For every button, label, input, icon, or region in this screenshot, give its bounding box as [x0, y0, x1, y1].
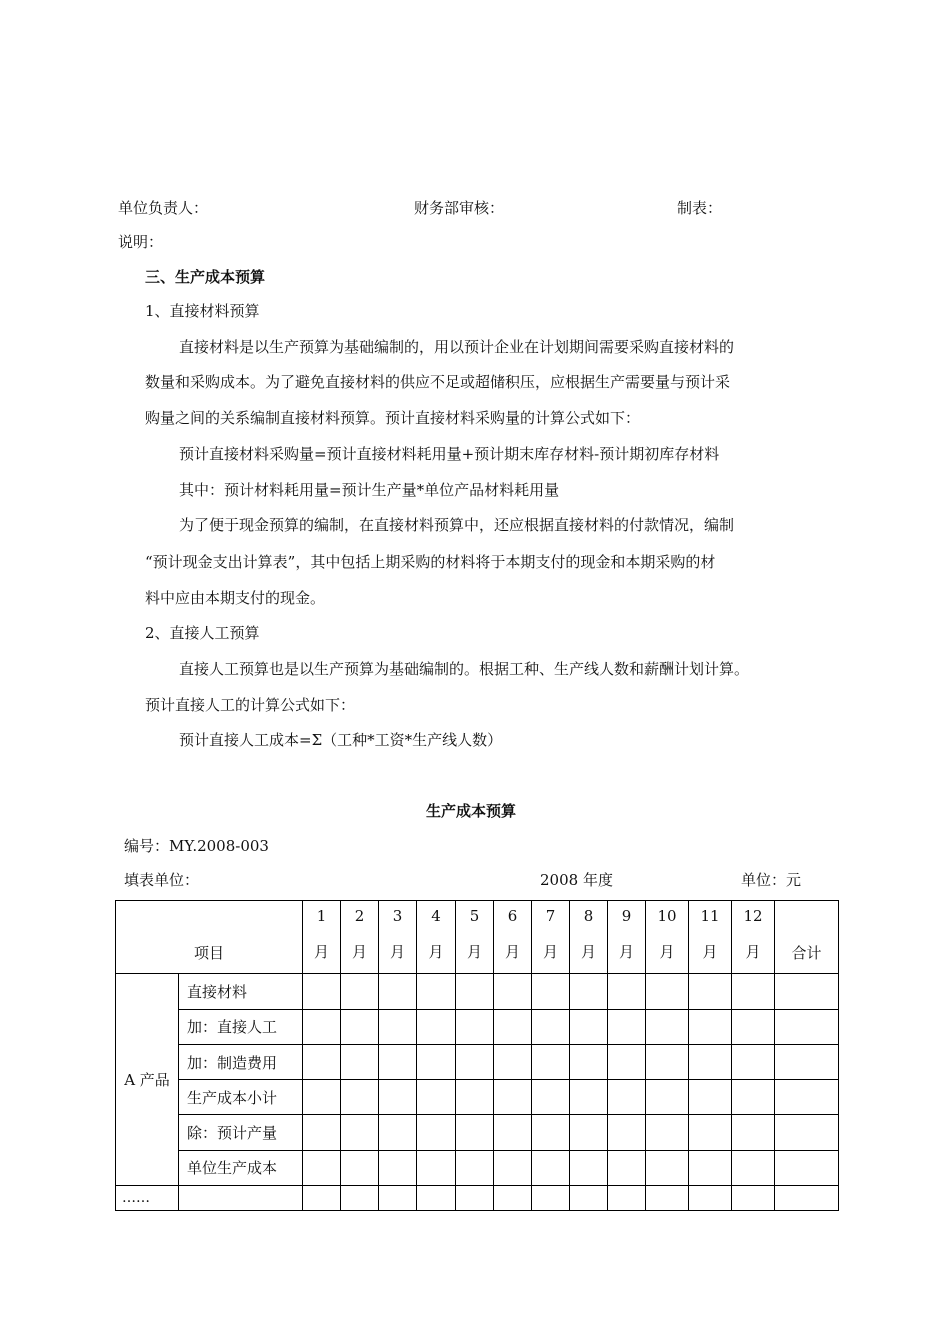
month-number: 1 — [316, 907, 327, 925]
table-cell — [732, 1185, 775, 1210]
table-cell — [456, 1044, 494, 1079]
ellipsis-cell: …… — [116, 1185, 179, 1210]
table-cell — [494, 974, 532, 1009]
month-header — [456, 901, 494, 974]
table-cell — [341, 1080, 379, 1115]
year-label: 2008 年度 — [540, 871, 613, 889]
table-cell — [379, 1185, 417, 1210]
month-number: 10 — [657, 907, 677, 925]
table-cell — [417, 974, 456, 1009]
table-row — [116, 1044, 839, 1079]
table-cell — [379, 1009, 417, 1044]
month-header — [732, 901, 775, 974]
table-cell — [570, 1185, 608, 1210]
month-suffix: 月 — [314, 943, 330, 961]
production-cost-budget-table — [115, 900, 839, 1211]
table-cell — [341, 1115, 379, 1150]
month-header — [379, 901, 417, 974]
table-cell — [532, 1080, 570, 1115]
table-cell — [646, 1115, 689, 1150]
month-suffix: 月 — [581, 943, 597, 961]
table-cell — [417, 1150, 456, 1185]
table-cell — [775, 974, 839, 1009]
finance-review-label: 财务部审核： — [414, 199, 505, 217]
table-cell — [775, 1185, 839, 1210]
table-cell — [341, 1150, 379, 1185]
table-cell — [608, 1185, 646, 1210]
table-cell — [775, 1150, 839, 1185]
table-cell — [689, 974, 732, 1009]
month-number: 12 — [743, 907, 763, 925]
table-cell — [689, 1044, 732, 1079]
table-row — [116, 1150, 839, 1185]
table-cell — [689, 1080, 732, 1115]
table-cell — [608, 974, 646, 1009]
note-label: 说明： — [118, 233, 164, 251]
table-cell — [303, 974, 341, 1009]
month-suffix: 月 — [619, 943, 635, 961]
table-row-ellipsis — [116, 1185, 839, 1210]
table-cell — [379, 1150, 417, 1185]
product-group-label: A 产品 — [116, 974, 179, 1185]
month-number: 3 — [392, 907, 403, 925]
table-row — [116, 1009, 839, 1044]
table-cell — [775, 1080, 839, 1115]
formula-line: 其中：预计材料耗用量=预计生产量*单位产品材料耗用量 — [179, 481, 560, 499]
table-cell — [341, 1185, 379, 1210]
table-cell — [532, 1044, 570, 1079]
table-title: 生产成本预算 — [426, 802, 517, 820]
table-row — [116, 974, 839, 1009]
row-label: 单位生产成本 — [179, 1150, 303, 1185]
row-label: 直接材料 — [179, 974, 303, 1009]
month-header — [532, 901, 570, 974]
fill-unit-label: 填表单位： — [124, 871, 200, 889]
row-label: 生产成本小计 — [179, 1080, 303, 1115]
table-cell — [646, 974, 689, 1009]
table-cell — [494, 1080, 532, 1115]
table-cell — [608, 1150, 646, 1185]
table-cell — [379, 1115, 417, 1150]
table-cell — [303, 1044, 341, 1079]
table-cell — [341, 974, 379, 1009]
table-cell — [341, 1044, 379, 1079]
month-number: 2 — [354, 907, 365, 925]
month-suffix: 月 — [702, 943, 718, 961]
table-cell — [732, 1009, 775, 1044]
table-cell — [732, 1044, 775, 1079]
table-row — [116, 1080, 839, 1115]
table-cell — [646, 1044, 689, 1079]
table-cell — [456, 1150, 494, 1185]
month-suffix: 月 — [745, 943, 761, 961]
table-cell — [379, 974, 417, 1009]
table-cell — [732, 1150, 775, 1185]
paragraph-line: “预计现金支出计算表”，其中包括上期采购的材料将于本期支付的现金和本期采购的材 — [145, 553, 716, 571]
table-cell — [532, 1009, 570, 1044]
table-cell — [608, 1044, 646, 1079]
paragraph-line: 直接材料是以生产预算为基础编制的，用以预计企业在计划期间需要采购直接材料的 — [179, 338, 735, 356]
month-header — [494, 901, 532, 974]
month-suffix: 月 — [505, 943, 521, 961]
table-cell — [494, 1044, 532, 1079]
table-cell — [494, 1115, 532, 1150]
row-label: 除：预计产量 — [179, 1115, 303, 1150]
month-suffix: 月 — [390, 943, 406, 961]
paragraph-line: 购量之间的关系编制直接材料预算。预计直接材料采购量的计算公式如下： — [145, 409, 641, 427]
item-header: 项目 — [116, 901, 303, 974]
table-cell — [532, 1150, 570, 1185]
table-cell — [689, 1115, 732, 1150]
formula-line: 预计直接人工成本=Σ（工种*工资*生产线人数） — [179, 731, 503, 749]
section-title: 三、生产成本预算 — [145, 268, 266, 286]
table-cell — [689, 1150, 732, 1185]
month-header — [341, 901, 379, 974]
doc-number: 编号：MY.2008-003 — [124, 837, 269, 855]
table-cell — [303, 1080, 341, 1115]
table-cell — [532, 1115, 570, 1150]
subsection-heading-1: 1、直接材料预算 — [145, 302, 260, 320]
table-cell — [570, 1044, 608, 1079]
table-cell — [608, 1080, 646, 1115]
table-cell — [417, 1185, 456, 1210]
month-suffix: 月 — [428, 943, 444, 961]
preparer-label: 制表： — [677, 199, 723, 217]
month-number: 9 — [621, 907, 632, 925]
table-cell — [532, 1185, 570, 1210]
table-cell — [646, 1080, 689, 1115]
subsection-heading-2: 2、直接人工预算 — [145, 624, 260, 642]
row-label: 加：直接人工 — [179, 1009, 303, 1044]
month-suffix: 月 — [467, 943, 483, 961]
table-cell — [303, 1009, 341, 1044]
table-cell — [456, 1115, 494, 1150]
month-number: 7 — [545, 907, 556, 925]
table-cell — [456, 1009, 494, 1044]
month-header — [303, 901, 341, 974]
month-header — [570, 901, 608, 974]
table-cell — [775, 1115, 839, 1150]
table-cell — [532, 974, 570, 1009]
table-cell — [689, 1185, 732, 1210]
paragraph-line: 料中应由本期支付的现金。 — [145, 589, 326, 607]
table-header-row — [116, 901, 839, 974]
month-header — [417, 901, 456, 974]
table-cell — [494, 1185, 532, 1210]
table-cell — [456, 1185, 494, 1210]
table-cell — [379, 1080, 417, 1115]
table-cell — [689, 1009, 732, 1044]
table-cell — [646, 1185, 689, 1210]
total-header: 合计 — [775, 901, 839, 974]
month-suffix: 月 — [352, 943, 368, 961]
paragraph-line: 预计直接人工的计算公式如下： — [145, 696, 356, 714]
month-number: 4 — [431, 907, 441, 925]
table-cell — [570, 1080, 608, 1115]
month-number: 6 — [507, 907, 518, 925]
paragraph-line: 直接人工预算也是以生产预算为基础编制的。根据工种、生产线人数和薪酬计划计算。 — [179, 660, 750, 678]
month-header — [689, 901, 732, 974]
month-number: 8 — [583, 907, 594, 925]
month-suffix: 月 — [543, 943, 559, 961]
month-header — [608, 901, 646, 974]
table-cell — [775, 1009, 839, 1044]
table-cell — [732, 974, 775, 1009]
table-cell — [303, 1115, 341, 1150]
paragraph-line: 数量和采购成本。为了避免直接材料的供应不足或超储积压，应根据生产需要量与预计采 — [145, 373, 731, 391]
unit-head-label: 单位负责人： — [118, 199, 209, 217]
month-number: 11 — [700, 907, 720, 925]
table-cell — [341, 1009, 379, 1044]
table-cell — [417, 1009, 456, 1044]
table-cell — [379, 1044, 417, 1079]
table-cell — [608, 1115, 646, 1150]
month-number: 5 — [469, 907, 480, 925]
table-row — [116, 1115, 839, 1150]
table-cell — [494, 1150, 532, 1185]
row-label: 加：制造费用 — [179, 1044, 303, 1079]
table-cell — [732, 1080, 775, 1115]
currency-unit-label: 单位：元 — [741, 871, 802, 889]
table-cell — [456, 974, 494, 1009]
table-cell — [179, 1185, 303, 1210]
table-cell — [646, 1150, 689, 1185]
table-cell — [456, 1080, 494, 1115]
table-cell — [608, 1009, 646, 1044]
table-cell — [732, 1115, 775, 1150]
table-cell — [775, 1044, 839, 1079]
table-cell — [570, 974, 608, 1009]
table-cell — [570, 1115, 608, 1150]
formula-line: 预计直接材料采购量=预计直接材料耗用量+预计期末库存材料-预计期初库存材料 — [179, 445, 720, 463]
paragraph-line: 为了便于现金预算的编制，在直接材料预算中，还应根据直接材料的付款情况，编制 — [179, 516, 735, 534]
table-cell — [303, 1185, 341, 1210]
table-cell — [417, 1115, 456, 1150]
table-cell — [417, 1080, 456, 1115]
table-cell — [417, 1044, 456, 1079]
month-suffix: 月 — [659, 943, 675, 961]
table-cell — [570, 1150, 608, 1185]
table-cell — [303, 1150, 341, 1185]
table-cell — [570, 1009, 608, 1044]
month-header — [646, 901, 689, 974]
table-cell — [494, 1009, 532, 1044]
table-cell — [646, 1009, 689, 1044]
